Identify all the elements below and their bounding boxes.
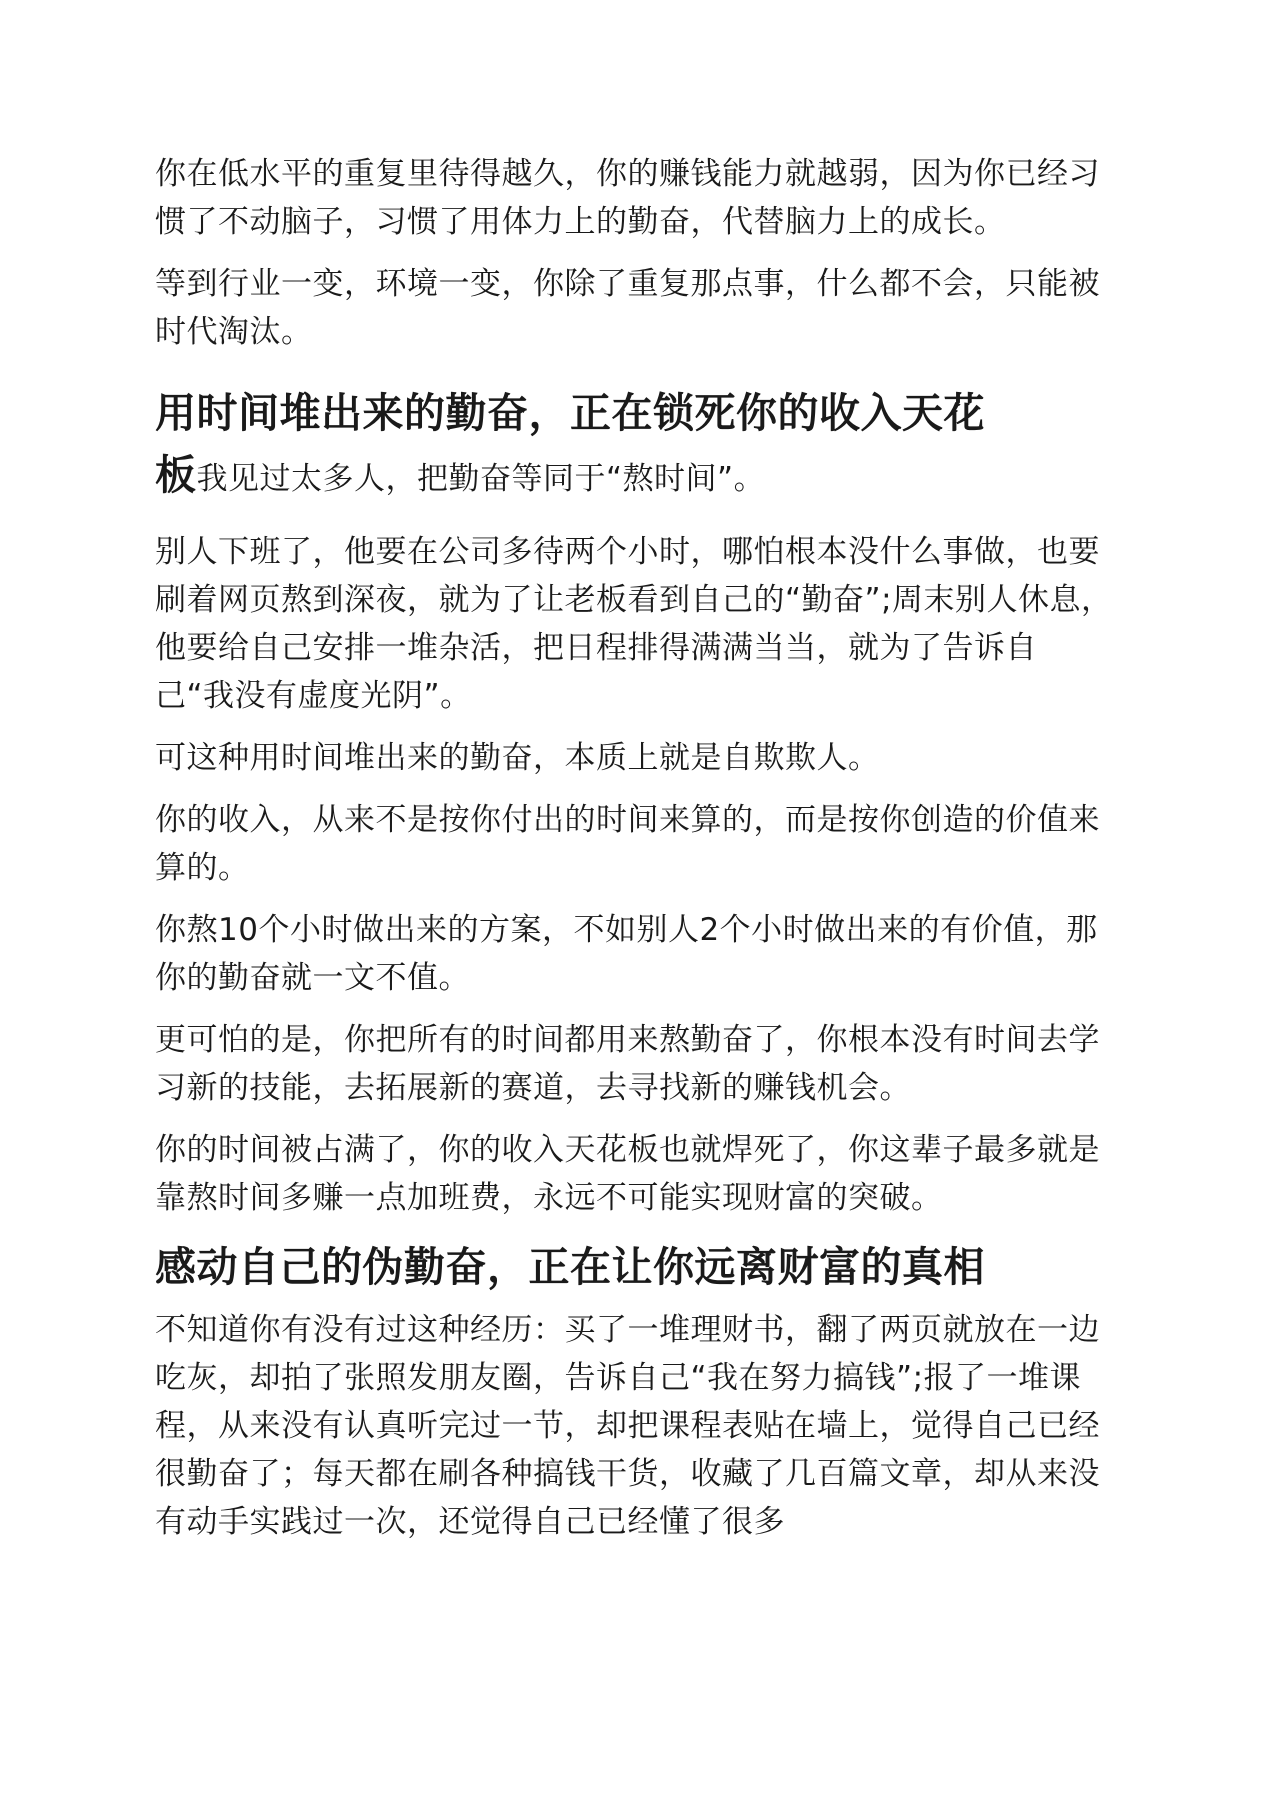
paragraph: 你的收入，从来不是按你付出的时间来算的，而是按你创造的价值来算的。 — [155, 802, 1100, 886]
section-heading-1-tail: 板 — [155, 451, 197, 499]
paragraph: 可这种用时间堆出来的勤奋，本质上就是自欺欺人。 — [155, 740, 880, 776]
heading-tail-with-paragraph — [155, 444, 1115, 510]
paragraph: 不知道你有没有过这种经历：买了一堆理财书，翻了两页就放在一边吃灰，却拍了张照发朋友圈，告诉自己“我在努力搞钱”;报了一堆课程，从来没有认真听完过一节，却把课程表贴在墙上，觉得自己已经很勤奋了；每天都在刷各种搞钱干货，收藏了几百篇文章，却从来没有动手实践过一次，还觉得自己已经懂了很多 — [155, 1312, 1100, 1540]
document-page — [155, 150, 1115, 1560]
paragraph: 你熬10个小时做出来的方案，不如别人2个小时做出来的有价值，那你的勤奋就一文不值。 — [155, 912, 1098, 996]
section-heading-2: 感动自己的伪勤奋，正在让你远离财富的真相 — [155, 1243, 985, 1291]
paragraph: 更可怕的是，你把所有的时间都用来熬勤奋了，你根本没有时间去学习新的技能，去拓展新的赛道，去寻找新的赚钱机会。 — [155, 1022, 1100, 1106]
paragraph: 你在低水平的重复里待得越久，你的赚钱能力就越弱，因为你已经习惯了不动脑子，习惯了用体力上的勤奋，代替脑力上的成长。 — [155, 156, 1100, 240]
paragraph: 别人下班了，他要在公司多待两个小时，哪怕根本没什么事做，也要刷着网页熬到深夜，就为了让老板看到自己的“勤奋”;周末别人休息，他要给自己安排一堆杂活，把日程排得满满当当，就为了告诉自己“我没有虚度光阴”。 — [155, 534, 1113, 714]
paragraph: 我见过太多人，把勤奋等同于“熬时间”。 — [196, 461, 766, 497]
paragraph: 等到行业一变，环境一变，你除了重复那点事，什么都不会，只能被时代淘汰。 — [155, 266, 1100, 350]
paragraph: 你的时间被占满了，你的收入天花板也就焊死了，你这辈子最多就是靠熬时间多赚一点加班费，永远不可能实现财富的突破。 — [155, 1132, 1100, 1216]
section-heading-1: 用时间堆出来的勤奋，正在锁死你的收入天花 — [155, 389, 985, 437]
